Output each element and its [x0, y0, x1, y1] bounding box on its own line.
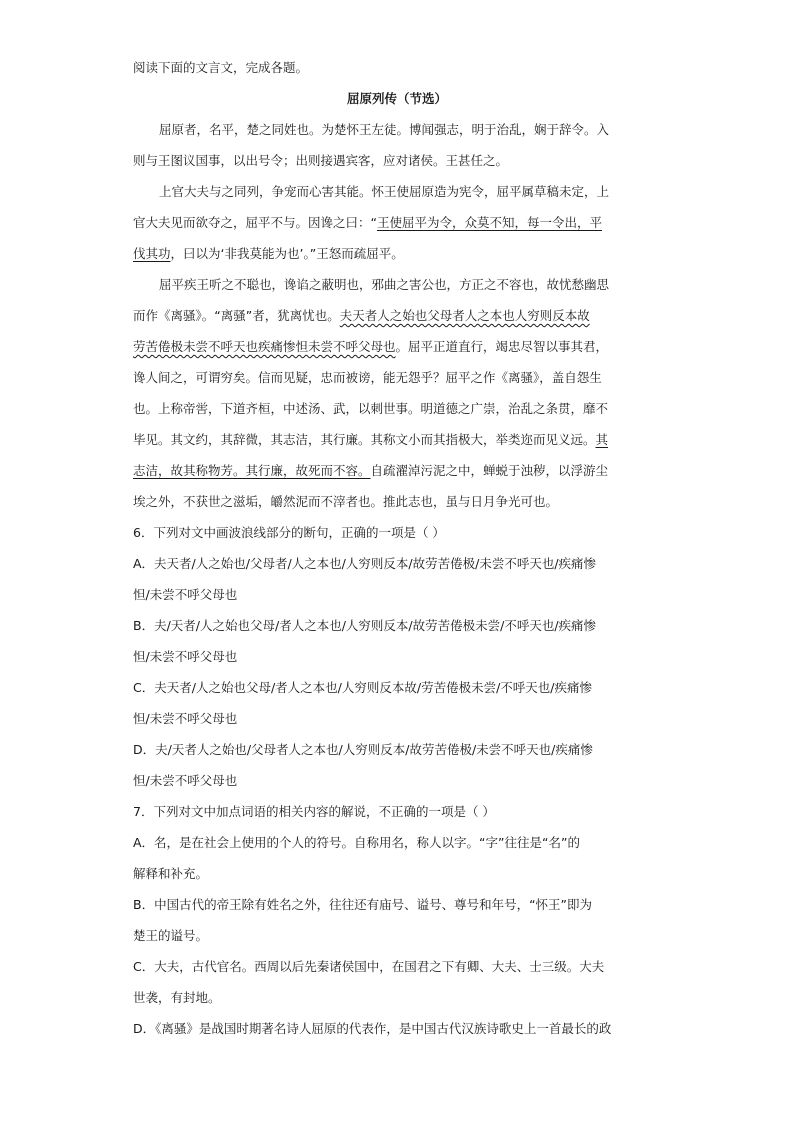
passage-title: 屈原列传（节选） [346, 91, 447, 106]
text-line [133, 215, 661, 246]
question-stem: 7．下列对文中加点词语的相关内容的解说，不正确的一项是（ ） [133, 804, 495, 819]
text-span: 而作《离骚》。“离骚”者，犹离忧也。 [133, 308, 340, 323]
option-c: C．夫天者/人之始也父母/者人之本也/人穷则反本故/劳苦倦极未尝/不呼天也/疾痛惨 [133, 680, 592, 695]
text-span: 。屈平正道直行，竭忠尽智以事其君， [395, 339, 609, 354]
text-line: 屈原者，名平，楚之同姓也。为楚怀王左徒。博闻强志，明于治乱，娴于辞令。入 [159, 122, 610, 137]
option-b: B．中国古代的帝王除有姓名之外，往往还有庙号、谥号、尊号和年号，“怀王”即为 [133, 897, 593, 912]
option-c-cont: 世袭，有封地。 [133, 990, 221, 1005]
text-line [133, 246, 661, 277]
text-line: 则与王图议国事，以出号令；出则接遇宾客，应对诸侯。王甚任之。 [133, 153, 509, 168]
text-line [133, 308, 661, 339]
passage-paragraph-2 [133, 184, 661, 277]
option-d: D．《离骚》是战国时期著名诗人屈原的代表作，是中国古代汉族诗歌史上一首最长的政 [133, 1021, 612, 1036]
underlined-text: 其 [595, 432, 609, 447]
option-d: D．夫/天者人之始也/父母者人之本也/人穷则反本/故劳苦倦极/未尝不呼天也/疾痛惨 [133, 742, 593, 757]
underlined-text: 志洁，故其称物芳。其行廉，故死而不容。 [133, 463, 371, 478]
text-span: 毕见。其文约，其辞微，其志洁，其行廉。其称文小而其指极大，举类迩而见义远。 [133, 432, 596, 447]
text-line: 谗人间之，可谓穷矣。信而见疑，忠而被谤，能无怨乎？屈平之作《离骚》，盖自怨生 [133, 370, 602, 385]
text-span: 官大夫见而欲夺之，屈平不与。因谗之曰：“ [133, 215, 377, 230]
underlined-text: 伐其功 [133, 246, 171, 261]
option-b-cont: 楚王的谥号。 [133, 928, 209, 943]
option-c-cont: 怛/未尝不呼父母也 [133, 711, 238, 726]
text-span: ，曰以为‘非我莫能为也’。”王怒而疏屈平。 [170, 246, 404, 261]
option-a: A．夫天者/人之始也/父母者/人之本也/人穷则反本/故劳苦倦极/未尝不呼天也/疾痛惨 [133, 556, 597, 571]
text-line: 也。上称帝喾，下道齐桓，中述汤、武，以刺世事。明道德之广崇，治乱之条贯，靡不 [133, 401, 609, 416]
passage-paragraph-1 [133, 122, 661, 184]
question-stem: 6．下列对文中画波浪线部分的断句，正确的一项是（ ） [133, 525, 445, 540]
option-c: C．大夫，古代官名。西周以后先秦诸侯国中，在国君之下有卿、大夫、士三级。大夫 [133, 959, 605, 974]
option-a: A．名，是在社会上使用的个人的符号。自称用名，称人以字。“字”往往是“名”的 [133, 835, 580, 850]
text-span: 自疏濯淖污泥之中，蝉蜕于浊秽，以浮游尘 [370, 463, 609, 478]
option-b-cont: 怛/未尝不呼父母也 [133, 649, 238, 664]
passage-paragraph-3 [133, 277, 661, 525]
question-7 [133, 804, 661, 1052]
text-line [133, 463, 661, 494]
text-line: 上官大夫与之同列，争宠而心害其能。怀王使屈原造为宪令，屈平属草稿未定，上 [159, 184, 610, 199]
text-line [133, 339, 661, 370]
text-line: 屈平疾王听之不聪也，谗谄之蔽明也，邪曲之害公也，方正之不容也，故忧愁幽思 [159, 277, 610, 292]
wavy-underlined-text: 夫天者人之始也父母者人之本也人穷则反本故 [339, 308, 590, 323]
text-line [133, 432, 661, 463]
text-line: 埃之外，不获世之滋垢，皭然泥而不滓者也。推此志也，虽与日月争光可也。 [133, 494, 559, 509]
option-b: B．夫/天者/人之始也父母/者人之本也/人穷则反本/故劳苦倦极未尝/不呼天也/疾痛惨 [133, 618, 597, 633]
underlined-text: 王使屈平为令，众莫不知，每一令出，平 [376, 215, 602, 230]
document-body [133, 60, 661, 1052]
option-a-cont: 解释和补充。 [133, 866, 209, 881]
instruction: 阅读下面的文言文，完成各题。 [133, 60, 309, 75]
question-6 [133, 525, 661, 804]
option-d-cont: 怛/未尝不呼父母也 [133, 773, 238, 788]
wavy-underlined-text: 劳苦倦极未尝不呼天也疾痛惨怛未尝不呼父母也 [133, 339, 396, 354]
option-a-cont: 怛/未尝不呼父母也 [133, 587, 238, 602]
